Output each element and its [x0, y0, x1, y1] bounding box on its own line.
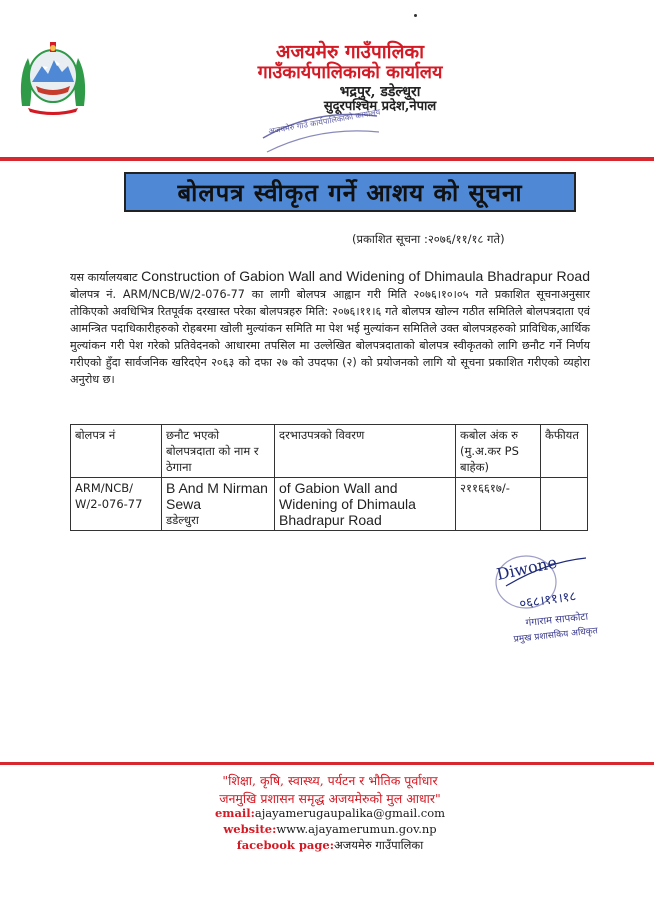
speck	[414, 14, 417, 17]
facebook-label: facebook page:	[236, 838, 334, 852]
email-link[interactable]: ajayamerugaupalika@gmail.com	[254, 806, 446, 820]
province-name: सुदूरपश्चिम प्रदेश,नेपाल	[323, 99, 437, 114]
svg-text:अजयमेरु गाउँ कार्यपालिकाको कार: अजयमेरु गाउँ कार्यपालिकाको कार्यालय	[267, 107, 381, 136]
municipality-name: अजयमेरु गाउँपालिका	[275, 41, 425, 63]
project-name: Construction of Gabion Wall and Widening of Dhimaula Bhadrapur Road	[141, 268, 590, 284]
cell-bid-no: ARM/NCB/ W/2-076-77	[71, 478, 162, 531]
email-label: email:	[214, 806, 255, 820]
signatory-name: गंगाराम सापकोटा	[525, 611, 589, 629]
official-signature-stamp	[486, 548, 626, 648]
office-location: भद्रपुर, डडेल्धुरा	[339, 84, 421, 100]
cell-description: of Gabion Wall and Widening of Dhimaula Bhadrapur Road	[275, 478, 456, 531]
bidder-name: B And M Nirman Sewa	[166, 480, 268, 512]
notice-title-banner: बोलपत्र स्वीकृत गर्ने आशय को सूचना	[124, 172, 576, 212]
website-link[interactable]: www.ajayamerumun.gov.np	[276, 822, 437, 836]
bidder-address: डडेल्धुरा	[166, 513, 199, 527]
footer-divider	[0, 762, 654, 765]
signatory-designation: प्रमुख प्रशासकिय अधिकृत	[513, 626, 599, 645]
body-main: बोलपत्र नं. ARM/NCB/W/2-076-77 का लागी बोलपत्र आह्वान गरी मिति २०७६।१०।०५ गते प्रकाशित सूचनाअनुसार तोकिएको अवधिभित्र रितपूर्वक दरखास्त परेका बोलपत्रहरु मिति: २०७६।११।६ गते बोलपत्र खोल्न गठीत समितिले बोलपत्रदाता एवं आमन्त्रित पदाधिकारीहरुको रोहबरमा खोली मुल्यांकन समिति मा पेश भई मुल्यांकन समितिले उक्त बोलपत्रहरुको प्राविधिक,आर्थिक मुल्यांकन गरी पेश गरेको प्रतिवेदनको आधारमा तपसिल मा उल्लेखित बोलपत्रदाताको बोलपत्र स्वीकृतको लागि छनौट गर्ने निर्णय गरीएको हुँदा सार्वजनिक खरिदऐन २०६३ को दफा २७ को उपदफा (२) को प्रयोजनको लागि यो सूचना प्रकाशित गरीएको व्यहोरा अनुरोध छ।	[70, 288, 590, 386]
header-description: दरभाउपत्रको विवरण	[275, 425, 456, 478]
footer-facebook	[150, 838, 510, 853]
cell-bidder	[162, 478, 275, 531]
office-seal-stamp	[255, 98, 385, 158]
footer-email	[150, 806, 510, 820]
notice-body	[70, 268, 590, 388]
table-header-row	[71, 425, 588, 478]
award-table	[70, 424, 588, 531]
website-label: website:	[223, 822, 277, 836]
nepal-emblem-logo	[14, 36, 92, 116]
header-remarks: कैफीयत	[541, 425, 588, 478]
footer-slogan-line1: "शिक्षा, कृषि, स्वास्थ्य, पर्यटन र भौतिक पूर्वाधार	[222, 773, 438, 788]
cell-remarks	[541, 478, 588, 531]
header-amount: कबोल अंक रु (मु.अ.कर PS बाहेक)	[456, 425, 541, 478]
facebook-link[interactable]: अजयमेरु गाउँपालिका	[333, 838, 424, 852]
signature-date: ०६८।११।१८	[518, 589, 578, 612]
cell-amount: २११६६१७/-	[456, 478, 541, 531]
footer-website	[150, 822, 510, 836]
table-row	[71, 478, 588, 531]
office-name: गाउँकार्यपालिकाको कार्यालय	[257, 62, 443, 83]
header-divider	[0, 157, 654, 161]
published-date: (प्रकाशित सूचना :२०७६/११/१८ गते)	[352, 232, 505, 246]
footer-slogan-line2: जनमुखि प्रशासन समृद्ध अजयमेरुको मुल आधार"	[219, 791, 441, 806]
header-bidder: छनौट भएको बोलपत्रदाता को नाम र ठेगाना	[162, 425, 275, 478]
signature-handwriting: Diwone	[494, 552, 559, 584]
body-intro: यस कार्यालयबाट	[70, 271, 142, 284]
header-bid-no: बोलपत्र नं	[71, 425, 162, 478]
